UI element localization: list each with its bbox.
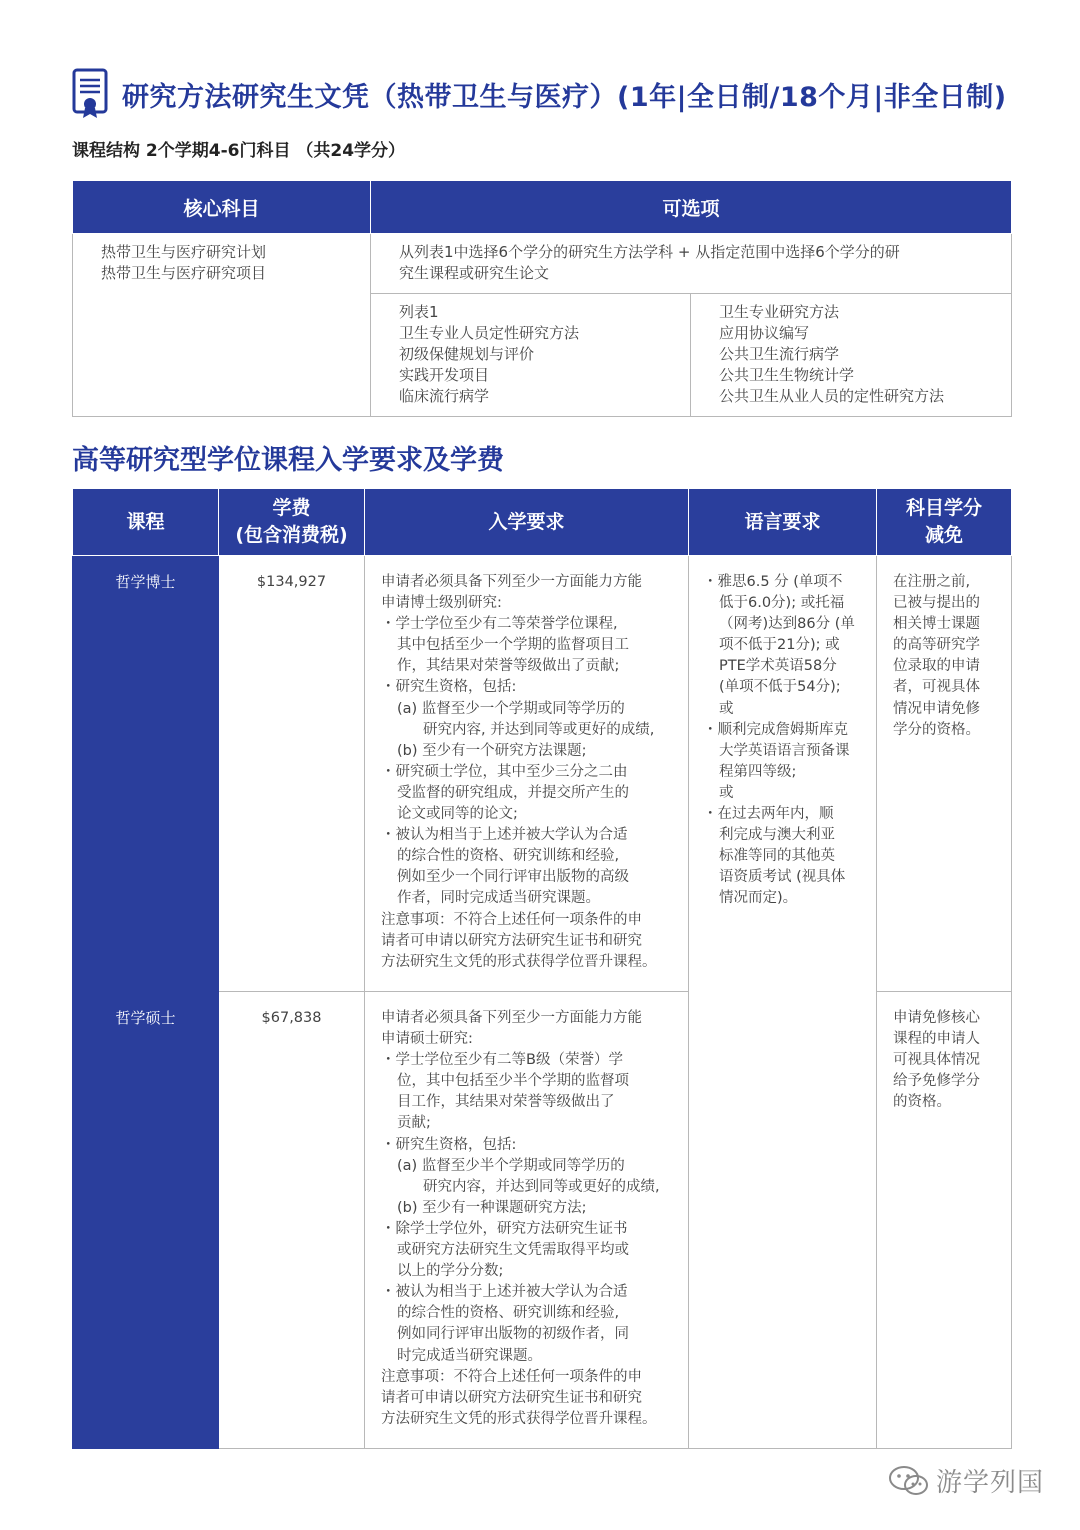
text-line: ・在过去两年内，顺 — [703, 806, 834, 823]
header-optional: 可选项 — [371, 181, 1012, 234]
core-subjects-cell — [73, 234, 371, 417]
text-line: 论文或同等的论文; — [397, 806, 518, 823]
text-line: 申请者必须具备下列至少一方面能力方能 — [381, 574, 642, 590]
text-line: 贡献; — [397, 1115, 431, 1132]
text-line: ・研究硕士学位，其中至少三分之二由 — [381, 763, 628, 780]
watermark — [888, 1462, 1044, 1499]
text-line: 学分的资格。 — [893, 721, 980, 738]
text-line: 或 — [719, 784, 734, 801]
language-requirements — [689, 556, 877, 1449]
text-line: 可视具体情况 — [893, 1052, 980, 1069]
text-line: 申请者必须具备下列至少一方面能力方能 — [381, 1010, 642, 1026]
text-line: 公共卫生从业人员的定性研究方法 — [719, 387, 945, 405]
text-line: 方法研究生文凭的形式获得学位晋升课程。 — [381, 1410, 657, 1427]
text-line: 请者可申请以研究方法研究生证书和研究 — [381, 932, 642, 949]
text-line: ・被认为相当于上述并被大学认为合适 — [381, 827, 628, 844]
text-line: 实践开发项目 — [399, 366, 490, 384]
text-line: ・研究生资格，包括: — [381, 679, 517, 696]
text-line: 热带卫生与医疗研究计划 — [101, 243, 267, 261]
watermark-text: 游学列国 — [936, 1468, 1045, 1498]
text-line: 程第四等级; — [719, 763, 797, 780]
header-requirements: 入学要求 — [365, 489, 689, 556]
text-line: 临床流行病学 — [399, 387, 490, 405]
text-line: 请者可申请以研究方法研究生证书和研究 — [381, 1389, 642, 1406]
text-line: ・研究生资格，包括: — [381, 1136, 517, 1153]
text-line: 项不低于21分); 或 — [719, 637, 840, 654]
text-line: 例如至少一个同行评审出版物的高级 — [397, 869, 629, 886]
text-line: 或研究方法研究生文凭需取得平均或 — [397, 1242, 629, 1259]
header-fee: 学费 (包含消费税) — [219, 489, 365, 556]
fee-mphil: $67,838 — [219, 992, 365, 1449]
text-line: 的综合性的资格、研究训练和经验, — [397, 1305, 620, 1322]
requirements-phd — [365, 556, 689, 992]
text-line: 情况申请免修 — [893, 700, 980, 717]
text-line: 在注册之前, — [893, 574, 971, 590]
text-line: ・雅思6.5 分 (单项不 — [703, 574, 843, 590]
table-row — [73, 556, 1012, 992]
header-core: 核心科目 — [73, 181, 371, 234]
text-line: 其中包括至少一个学期的监督项目工 — [397, 637, 629, 654]
text-line: ・学士学位至少有二等荣誉学位课程, — [381, 616, 618, 633]
text-line: 注意事项：不符合上述任何一项条件的申 — [381, 1368, 642, 1385]
section-title: 高等研究型学位课程入学要求及学费 — [72, 445, 504, 476]
text-line: 以上的学分分数; — [397, 1263, 504, 1280]
text-line: ・除学士学位外，研究方法研究生证书 — [381, 1220, 628, 1237]
text-line: 申请硕士研究: — [381, 1031, 473, 1048]
course-structure: 课程结构 2个学期4-6门科目 （共24学分） — [72, 141, 406, 161]
list1-left-cell — [371, 294, 691, 417]
text-line: PTE学术英语58分 — [719, 658, 837, 675]
text-line: 情况而定)。 — [719, 890, 798, 907]
text-line: 研究内容，并达到同等或更好的成绩, — [423, 1178, 660, 1195]
text-line: 低于6.0分); 或托福 — [719, 595, 845, 612]
certificate-document-icon — [72, 68, 108, 120]
header-language: 语言要求 — [689, 489, 877, 556]
text-line: 语资质考试 (视具体 — [719, 869, 846, 886]
text-line: 或 — [719, 700, 734, 717]
optional-intro-cell — [371, 234, 1012, 294]
text-line: 的资格。 — [893, 1094, 951, 1111]
text-line: 位，其中包括至少半个学期的监督项 — [397, 1073, 629, 1090]
text-line: ・被认为相当于上述并被大学认为合适 — [381, 1284, 628, 1301]
text-line: 初级保健规划与评价 — [399, 345, 535, 363]
text-line: 课程的申请人 — [893, 1031, 980, 1048]
text-line: 时完成适当研究课题。 — [397, 1347, 542, 1364]
text-line: 公共卫生生物统计学 — [719, 366, 855, 384]
text-line: (b) 至少有一种课题研究方法; — [397, 1199, 587, 1216]
text-line: 例如同行评审出版物的初级作者，同 — [397, 1326, 629, 1343]
text-line: (b) 至少有一个研究方法课题; — [397, 742, 587, 759]
text-line: 位录取的申请 — [893, 658, 980, 675]
text-line: 注意事项：不符合上述任何一项条件的申 — [381, 911, 642, 928]
text-line: (a) 监督至少半个学期或同等学历的 — [397, 1157, 625, 1174]
list1-right-cell — [691, 294, 1012, 417]
course-mphil: 哲学硕士 — [73, 992, 219, 1449]
text-line: 标准等同的其他英 — [719, 848, 835, 865]
text-line: 目工作，其结果对荣誉等级做出了 — [397, 1094, 615, 1111]
admission-table — [72, 488, 1012, 1449]
text-line: (a) 监督至少一个学期或同等学历的 — [397, 700, 625, 717]
text-line: ・顺利完成詹姆斯库克 — [703, 721, 848, 738]
text-line: 应用协议编写 — [719, 324, 810, 342]
fee-phd: $134,927 — [219, 556, 365, 992]
text-line: 已被与提出的 — [893, 595, 980, 612]
text-line: 申请博士级别研究: — [381, 595, 502, 612]
text-line: 作者，同时完成适当研究课题。 — [397, 890, 600, 907]
text-line: 方法研究生文凭的形式获得学位晋升课程。 — [381, 953, 657, 970]
text-line: 给予免修学分 — [893, 1073, 980, 1090]
text-line: 究生课程或研究生论文 — [399, 264, 550, 282]
text-line: （网考)达到86分 (单 — [719, 616, 855, 633]
text-line: (单项不低于54分); — [719, 679, 841, 696]
text-line: 大学英语语言预备课 — [719, 742, 850, 759]
header-credit: 科目学分 减免 — [877, 489, 1012, 556]
requirements-mphil — [365, 992, 689, 1449]
text-line: 相关博士课题 — [893, 616, 980, 633]
wechat-icon — [888, 1464, 930, 1498]
text-line: 卫生专业研究方法 — [719, 303, 840, 321]
text-line: 研究内容, 并达到同等或更好的成绩, — [423, 721, 655, 738]
text-line: 从列表1中选择6个学分的研究生方法学科 + 从指定范围中选择6个学分的研 — [399, 243, 900, 261]
course-structure-table — [72, 180, 1012, 417]
text-line: 热带卫生与医疗研究项目 — [101, 264, 267, 282]
text-line: 申请免修核心 — [893, 1010, 980, 1026]
title-row — [72, 68, 1007, 120]
text-line: 作，其结果对荣誉等级做出了贡献; — [397, 658, 620, 675]
header-course: 课程 — [73, 489, 219, 556]
text-line: 卫生专业人员定性研究方法 — [399, 324, 580, 342]
text-line: 的综合性的资格、研究训练和经验, — [397, 848, 620, 865]
page-title: 研究方法研究生文凭（热带卫生与医疗）(1年|全日制/18个月|非全日制) — [122, 81, 1007, 113]
text-line: 利完成与澳大利亚 — [719, 827, 835, 844]
credit-phd — [877, 556, 1012, 992]
text-line: 列表1 — [399, 303, 439, 321]
text-line: ・学士学位至少有二等B级（荣誉）学 — [381, 1052, 623, 1069]
text-line: 公共卫生流行病学 — [719, 345, 840, 363]
text-line: 者，可视具体 — [893, 679, 980, 696]
text-line: 受监督的研究组成，并提交所产生的 — [397, 784, 629, 801]
course-phd: 哲学博士 — [73, 556, 219, 992]
credit-mphil — [877, 992, 1012, 1449]
text-line: 的高等研究学 — [893, 637, 980, 654]
